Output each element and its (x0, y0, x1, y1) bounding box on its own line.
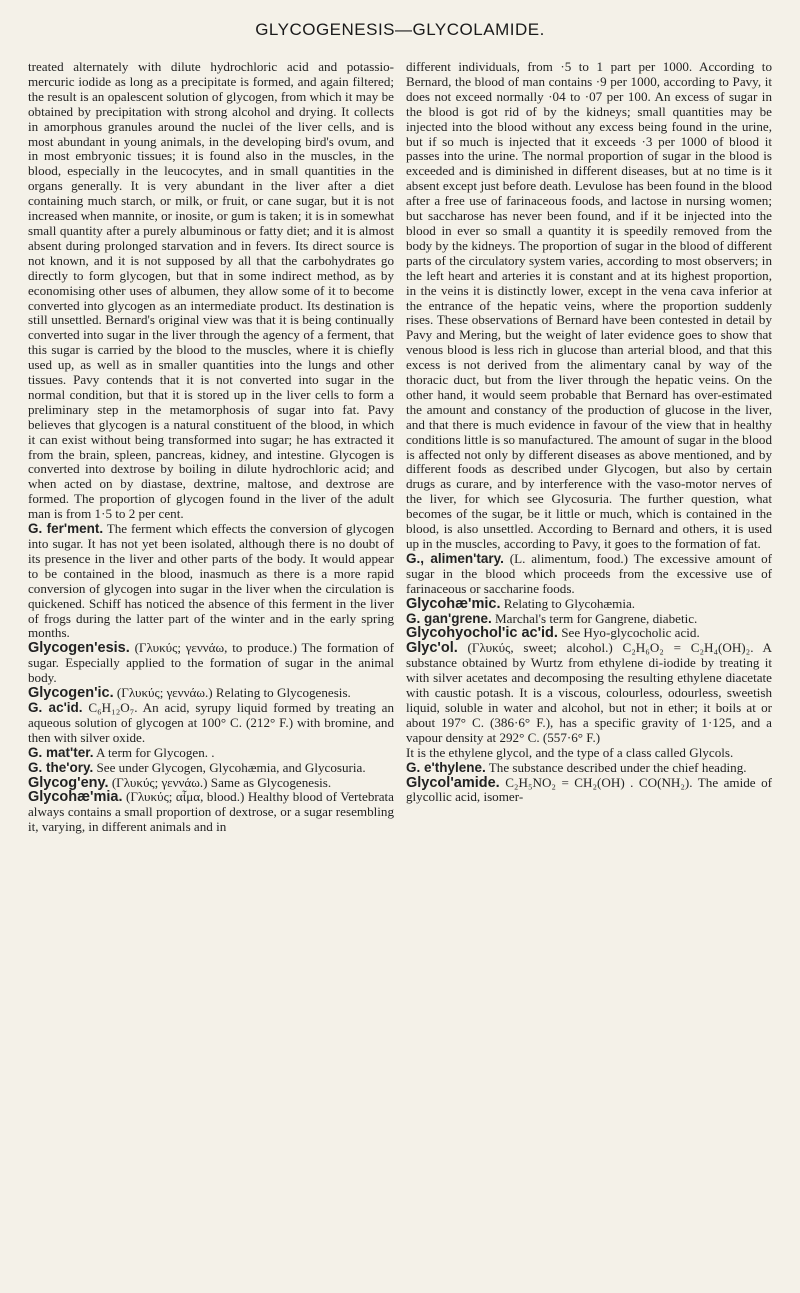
paragraph-text: It is the ethylene glycol, and the type of a class called Glycols. (406, 744, 734, 760)
entry-text: Marchal's term for Gangrene, diabetic. (491, 610, 698, 626)
paragraph (28, 60, 394, 522)
paragraph-text: different individuals, from ·5 to 1 part per 1000. According to Bernard, the blood of man contains ·9 per 1000, according to Pavy, it does not exceed normally ·04 to ·07 per 100. An excess of sugar in the blood is got rid of by the kidneys; small quantities may be injected into the blood without any excess being found in the urine, but if so much is injected that it exceeds ·3 per 1000 of blood it passes into the urine. The normal proportion of sugar in the blood is exceeded and is diminished in different diseases, but at no time is it absent except just before death. Levulose has been found in the blood after a free use of farinaceous foods, and lactose in nursing women; but saccharose has never been found, and if it be injected into the blood in ever so small a quantity it is speedily removed from the body by the kidneys. The proportion of sugar in the blood of different parts of the circulatory system varies, according to most observers; in the left heart and arteries it is constant and at its highest proportion, in the veins it is distinctly lower, except in the vena cava inferior at the entrance of the hepatic veins, where the proportion suddenly rises. These observations of Bernard have been contested in detail by Pavy and Mering, but the weight of later evidence goes to show that venous blood is less rich in glucose than arterial blood, and that this excess is not derived from the alimentary canal by way of the thoracic duct, but from the liver through the hepatic veins. On the other hand, it would seem probable that Bernard has over-estimated the amount and constancy of the production of glucose in the liver, and that there is much evidence in favour of the view that in healthy conditions little is so manufactured. The amount of sugar in the blood is affected not only by different diseases as above mentioned, and by different foods as described under Glycogen, but also by certain drugs as curare, and by interference with the vaso-motor nerves of the liver, for which see Glycosuria. The further question, what becomes of the sugar, be it little or much, which is contained in the blood, is also unsettled. According to Bernard and others, it is used up in the muscles, according to Pavy, it goes to the formation of fat. (406, 59, 772, 551)
entry-text: (Γλυκύς; γεννάω.) Relating to Glycogenesis. (113, 685, 351, 701)
entry (406, 761, 772, 776)
entry-text: (Γλυκύς; γεννάω.) Same as Glycogenesis. (108, 774, 332, 790)
entry-text: See under Glycogen, Glycohæmia, and Glycosuria. (93, 759, 366, 775)
headword: Glycohæ'mia. (28, 789, 123, 806)
right-column (406, 60, 772, 805)
entry-text: (Γλυκύς; αἷμα, blood.) Healthy blood of Vertebrata always contains a small proportion of dextrose, or a sugar resembling it, varying, in different animals and in (28, 789, 394, 835)
entry (406, 626, 772, 641)
entry (28, 761, 394, 776)
entry (28, 641, 394, 686)
entry-text: The substance described under the chief heading. (485, 759, 747, 775)
left-column (28, 60, 394, 835)
headword: Glycohyochol'ic ac'id. (406, 625, 558, 642)
entry (406, 776, 772, 806)
headword: G. fer'ment. (28, 521, 104, 537)
entry (406, 641, 772, 745)
headword: G. gan'grene. (406, 610, 492, 626)
entry-text: See Hyo-glycocholic acid. (557, 625, 700, 641)
entry (28, 686, 394, 701)
headword: Glycol'amide. (406, 774, 500, 791)
headword: G. the'ory. (28, 759, 94, 775)
headword: Glycogen'esis. (28, 640, 130, 657)
entry (28, 776, 394, 791)
paragraph-text: treated alternately with dilute hydrochloric acid and potassio-mercuric iodide as long as a precipitate is formed, and again filtered; the result is an opalescent solution of glycogen, from which it may be obtained by precipitation with strong alcohol and drying. It collects in amorphous granules around the nuclei of the liver cells, and is most abundant in young animals, in the developing bird's ovum, and in most embryonic tissues; it is found also in the muscles, in the blood, especially in the leucocytes, and in small quantities in the organs generally. It is very abundant in the liver after a diet containing much starch, or milk, or fruit, or cane sugar, but it is not increased when mannite, or inosite, or gum is taken; it is in somewhat small quantity after a purely albuminous or fatty diet; and it is almost absent during prolonged starvation and in fevers. Its direct source is not known, and it is not supposed by all that the carbohydrates go directly to form glycogen, but that in some indirect method, as by economising other uses of albumen, they allow some of it to become converted into glycogen as an intermediate product. Its destination is still unsettled. Bernard's original view was that it is being continually converted into sugar in the liver through the agency of a ferment, that this sugar is carried by the blood to the muscles, where it is chiefly used up, as well as in smaller quantities into the lungs and other tissues. Pavy contends that it is not converted into sugar in the normal condition, but that it is stored up in the liver cells to form a preliminary step in the metamorphosis of sugar into fat. Pavy believes that glycogen is a natural constituent of the blood, in which it can exist without being transformed into sugar; he has extracted it from the brain, spleen, pancreas, kidney, and intestine. Glycogen is converted into dextrose by boiling in dilute hydrochloric acid; and when acted on by diastase, dextrine, maltose, and dextrose are formed. The proportion of glycogen found in the liver of the adult man is from 1·5 to 2 per cent. (28, 59, 394, 522)
entry-text: C₆H₁₂O₇. An acid, syrupy liquid formed by treating an aqueous solution of glycogen at 100° C. (212° F.) with bromine, and then with silver oxide. (28, 699, 395, 745)
headword: G. e'thylene. (406, 759, 486, 775)
headword: Glycogen'ic. (28, 685, 114, 702)
entry (406, 552, 772, 597)
entry (406, 597, 772, 612)
entry (28, 701, 394, 746)
entry-text: A term for Glycogen. . (93, 744, 215, 760)
headword: G., alimen'tary. (406, 550, 504, 566)
entry-text: C₂H₅NO₂ = CH₂(OH) . CO(NH₂). The amide of glycollic acid, isomer- (406, 774, 772, 805)
headword: G. ac'id. (28, 699, 83, 715)
entry-text: (Γλυκύς, sweet; alcohol.) C₂H₆O₂ = C₂H₄(OH)₂. A substance obtained by Wurtz from ethylene di-iodide by treating it with silver acetates and decomposing the resulting ethylene diacetate with caustic potash. It is a viscous, colourless, odourless, sweetish liquid, soluble in water and alcohol, but not in ether; it boils at or about 197° C. (386·6° F.), has a specific gravity of 1·125, and a vapour density at 292° C. (557·6° F.) (406, 640, 772, 745)
headword: G. mat'ter. (28, 744, 94, 760)
headword: Glycog'eny. (28, 774, 109, 791)
entry-text: Relating to Glycohæmia. (500, 595, 636, 611)
entry (28, 746, 394, 761)
entry (28, 790, 394, 835)
entry-text: (L. alimentum, food.) The excessive amount of sugar in the blood which proceeds from the excessive use of farinaceous or saccharine foods. (406, 550, 772, 596)
entry (28, 522, 394, 641)
headword: Glyc'ol. (406, 640, 458, 657)
entry-text: The ferment which effects the conversion of glycogen into sugar. It has not yet been isolated, although there is no doubt of its presence in the liver and other parts of the body. It would appear to be contained in the blood, inasmuch as there is a more rapid conversion of glycogen into sugar in the liver when the circulation is quickened. Schiff has noticed the absence of this ferment in the liver of frogs during the latter part of the winter and in the early spring months. (28, 521, 394, 641)
entry-text: (Γλυκύς; γεννάω, to produce.) The formation of sugar. Especially applied to the formation of sugar in the animal body. (28, 640, 394, 686)
page-header: GLYCOGENESIS—GLYCOLAMIDE. (255, 20, 545, 39)
paragraph (406, 60, 772, 552)
headword: Glycohæ'mic. (406, 595, 501, 612)
entry (406, 612, 772, 627)
paragraph (406, 746, 772, 761)
